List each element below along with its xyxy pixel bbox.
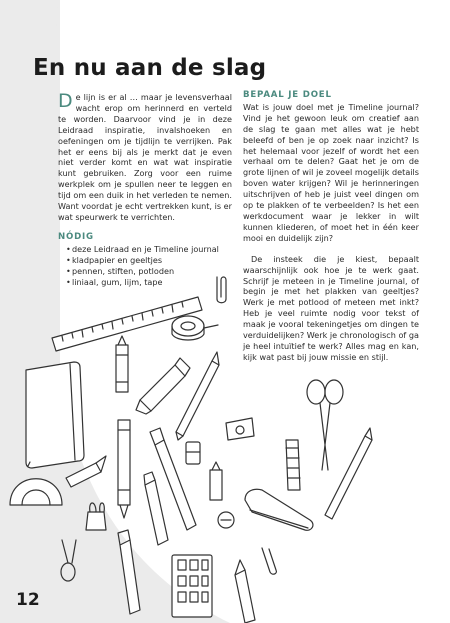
page-number: 12 xyxy=(16,590,40,610)
intro-column xyxy=(58,92,232,287)
doel-paragraph-2: De insteek die je kiest, bepaalt waarschijnlijk ook hoe je te werk gaat. Schrijf je meteen in je Timeline journal, of begin je met het plakken van geeltjes? Werk je met potlood of meteen met inkt? Heb je veel ruimte nodig voor tekst of maak je vooral tekeningetjes om dingen te verduidelijken? Werk je chronologisch of ga je heel intuïtief te werk? Alles mag en kan, kijk wat past bij jouw missie en stijl. xyxy=(243,253,419,362)
scissors-icon xyxy=(307,380,343,470)
pen-icon xyxy=(325,428,372,519)
drop-cap: D xyxy=(58,90,73,112)
list-item: • pennen, stiften, potloden xyxy=(66,266,232,277)
goal-column xyxy=(243,90,419,363)
page-title: En nu aan de slag xyxy=(33,55,267,81)
list-item: • liniaal, gum, lijm, tape xyxy=(66,277,232,288)
list-item: • deze Leidraad en je Timeline journal xyxy=(66,244,232,255)
doel-heading: BEPAAL JE DOEL xyxy=(243,90,332,100)
nodig-heading: NÓDIG xyxy=(58,231,94,242)
intro-text: e lijn is er al … maar je levensverhaal wacht erop om herinnerd en verteld te worden. Daarvoor vind je in deze Leidraad inspiratie, invalshoeken en oefeningen om je tijdlijn te verrijken. Pak het er eens bij als je merkt dat je even niet verder komt en wat wat inspiratie kunt gebruiken. Zorg voor een ruime werkplek om je spullen neer te leggen en tijd om een duik in het verleden te nemen. Want voordat je echt vertrekken kunt, is er wat speurwerk te verrichten. xyxy=(58,92,232,222)
intro-paragraph xyxy=(58,92,232,223)
list-item: • kladpapier en geeltjes xyxy=(66,255,232,266)
doel-paragraph-1: Wat is jouw doel met je Timeline journal? Vind je het gewoon leuk om creatief aan de slag te gaan met alles wat je hebt beleefd of ben je op zoek naar inzicht? Is het helemaal voor jezelf of wordt het een verhaal om te delen? Gaat het je om de grote lijnen of wil je zoveel mogelijk details boven water krijgen? Wil je herinneringen uitschrijven of heb je juist veel dingen om op te plakken of te verbeelden? Is het een werkdocument waar je lekker in wilt kunnen kliederen, of moet het in één keer mooi en duidelijk zijn? xyxy=(243,101,419,243)
nodig-list xyxy=(58,244,232,288)
